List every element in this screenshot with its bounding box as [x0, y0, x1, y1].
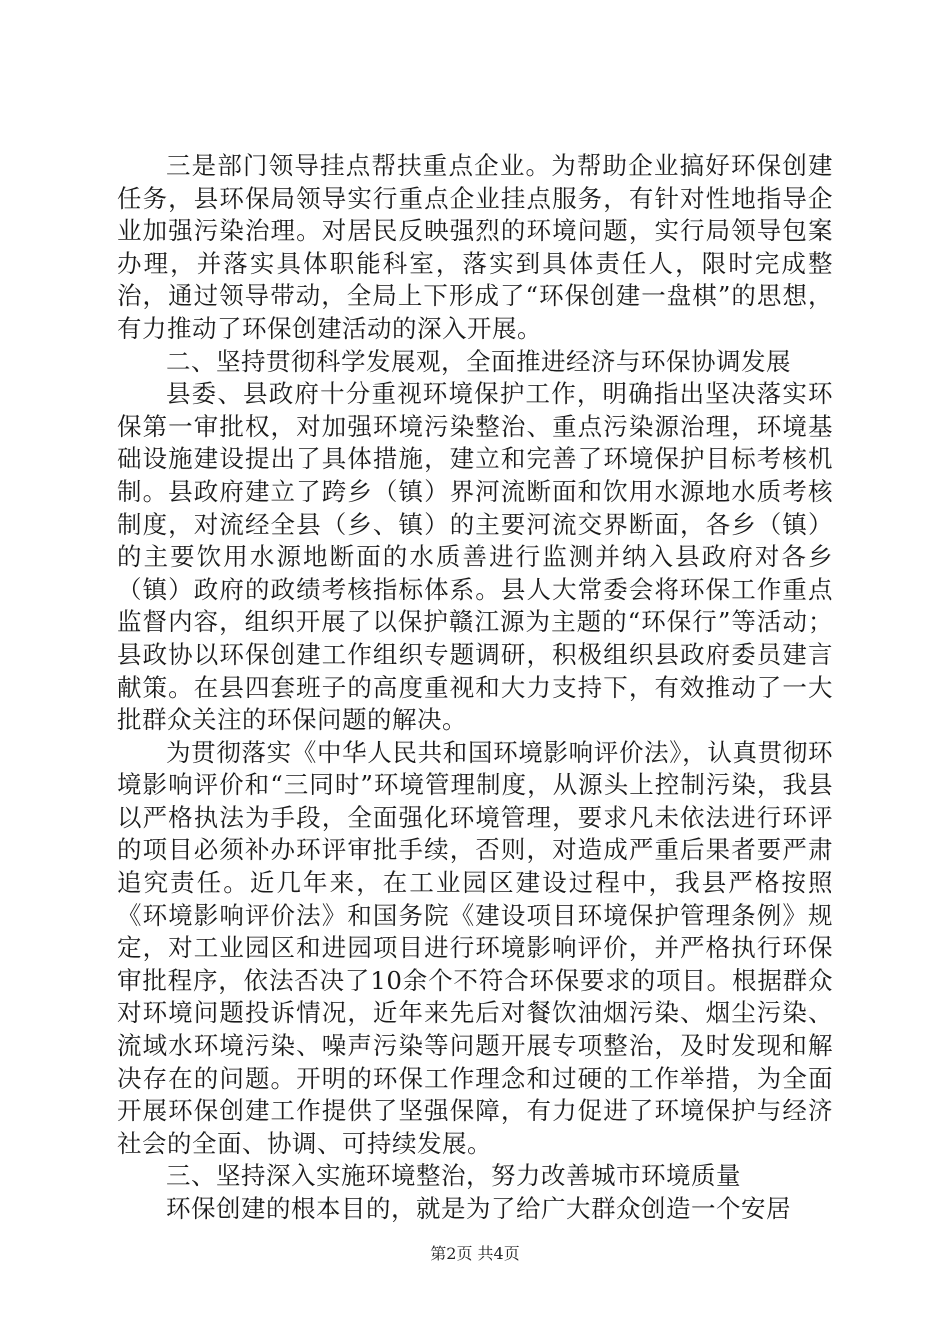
- document-body: [117, 150, 833, 1226]
- paragraph-3: 为贯彻落实《中华人民共和国环境影响评价法》，认真贯彻环境影响评价和“三同时”环境管理制度，从源头上控制污染，我县以严格执法为手段，全面强化环境管理，要求凡未依法进行环评的项目必须补办环评审批手续，否则，对造成严重后果者要严肃追究责任。近几年来，在工业园区建设过程中，我县严格按照《环境影响评价法》和国务院《建设项目环境保护管理条例》规定，对工业园区和进园项目进行环境影响评价，并严格执行环保审批程序，依法否决了10余个不符合环保要求的项目。根据群众对环境问题投诉情况，近年来先后对餐饮油烟污染、烟尘污染、流域水环境污染、噪声污染等问题开展专项整治，及时发现和解决存在的问题。开明的环保工作理念和过硬的工作举措，为全面开展环保创建工作提供了坚强保障，有力促进了环境保护与经济社会的全面、协调、可持续发展。: [117, 737, 833, 1158]
- section-heading-3: 三、坚持深入实施环境整治，努力改善城市环境质量: [166, 1161, 741, 1191]
- page-number-footer: 第2页 共4页: [430, 1244, 520, 1263]
- section-heading-2: 二、坚持贯彻科学发展观，全面推进经济与环保协调发展: [166, 346, 791, 376]
- paragraph-1: 三是部门领导挂点帮扶重点企业。为帮助企业搞好环保创建任务，县环保局领导实行重点企业挂点服务，有针对性地指导企业加强污染治理。对居民反映强烈的环境问题，实行局领导包案办理，并落实具体职能科室，落实到具体责任人，限时完成整治，通过领导带动，全局上下形成了“环保创建一盘棋”的思想，有力推动了环保创建活动的深入开展。: [117, 151, 833, 343]
- paragraph-2: 县委、县政府十分重视环境保护工作，明确指出坚决落实环保第一审批权，对加强环境污染整治、重点污染源治理，环境基础设施建设提出了具体措施，建立和完善了环境保护目标考核机制。县政府建立了跨乡（镇）界河流断面和饮用水源地水质考核制度，对流经全县（乡、镇）的主要河流交界断面，各乡（镇）的主要饮用水源地断面的水质善进行监测并纳入县政府对各乡（镇）政府的政绩考核指标体系。县人大常委会将环保工作重点监督内容，组织开展了以保护赣江源为主题的“环保行”等活动；县政协以环保创建工作组织专题调研，积极组织县政府委员建言献策。在县四套班子的高度重视和大力支持下，有效推动了一大批群众关注的环保问题的解决。: [117, 379, 833, 735]
- paragraph-4: 环保创建的根本目的，就是为了给广大群众创造一个安居: [166, 1194, 791, 1223]
